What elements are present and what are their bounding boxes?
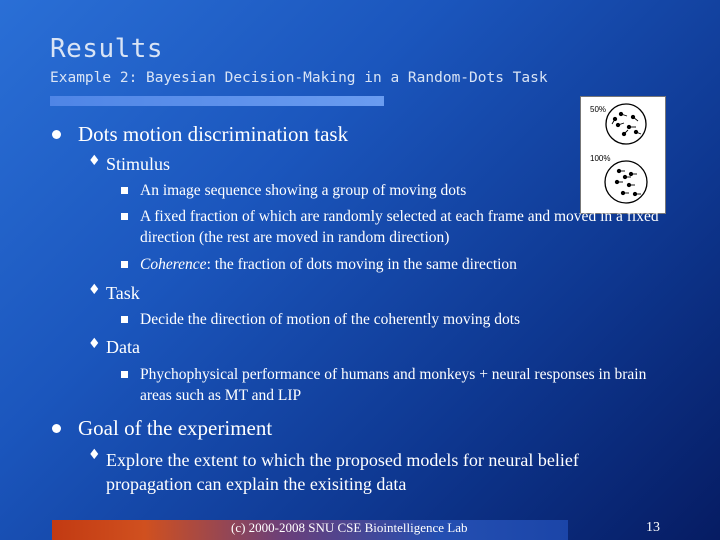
sub-bullet-text: Explore the extent to which the proposed models for neural belief propagation can explain the exisiting data bbox=[106, 450, 579, 494]
round-bullet bbox=[52, 130, 61, 139]
square-bullet bbox=[121, 261, 128, 268]
item-text: Decide the direction of motion of the coherently moving dots bbox=[140, 311, 521, 328]
square-bullet bbox=[121, 371, 128, 378]
dots-aperture-bottom bbox=[605, 161, 647, 203]
footer-credit: (c) 2000-2008 SNU CSE Biointelligence Lab bbox=[231, 520, 468, 535]
square-bullet bbox=[121, 316, 128, 323]
sub-bullet-text: Stimulus bbox=[106, 154, 171, 174]
diamond-bullet: ♦ bbox=[88, 153, 101, 169]
square-bullet bbox=[121, 213, 128, 220]
bullet-text: Goal of the experiment bbox=[78, 416, 273, 440]
item-text bbox=[140, 254, 517, 275]
item-text: Phychophysical performance of humans and monkeys + neural responses in brain areas such as MT and LIP bbox=[140, 366, 647, 404]
title-underline-bar bbox=[50, 96, 384, 106]
sub-bullet-text: Data bbox=[106, 337, 140, 357]
item-text: An image sequence showing a group of moving dots bbox=[140, 182, 467, 199]
slide-subtitle: Example 2: Bayesian Decision-Making in a Random-Dots Task bbox=[50, 70, 548, 86]
figure-label-100: 100% bbox=[590, 154, 611, 163]
slide-title: Results bbox=[50, 34, 164, 64]
round-bullet bbox=[52, 424, 61, 433]
item-text: A fixed fraction of which are randomly selected at each frame and moved in a fixed direction (the rest are moved in random direction) bbox=[140, 208, 659, 246]
random-dots-figure bbox=[580, 96, 666, 214]
page-number: 13 bbox=[646, 520, 660, 535]
bullet-text: Dots motion discrimination task bbox=[78, 122, 349, 146]
diamond-bullet: ♦ bbox=[88, 447, 101, 463]
coherence-term: Coherence bbox=[140, 256, 207, 273]
coherence-definition: : the fraction of dots moving in the same direction bbox=[206, 256, 517, 273]
diamond-bullet: ♦ bbox=[88, 336, 101, 352]
sub-bullet-text: Task bbox=[106, 283, 140, 303]
figure-label-50: 50% bbox=[590, 105, 607, 114]
square-bullet bbox=[121, 187, 128, 194]
diamond-bullet: ♦ bbox=[88, 282, 101, 298]
